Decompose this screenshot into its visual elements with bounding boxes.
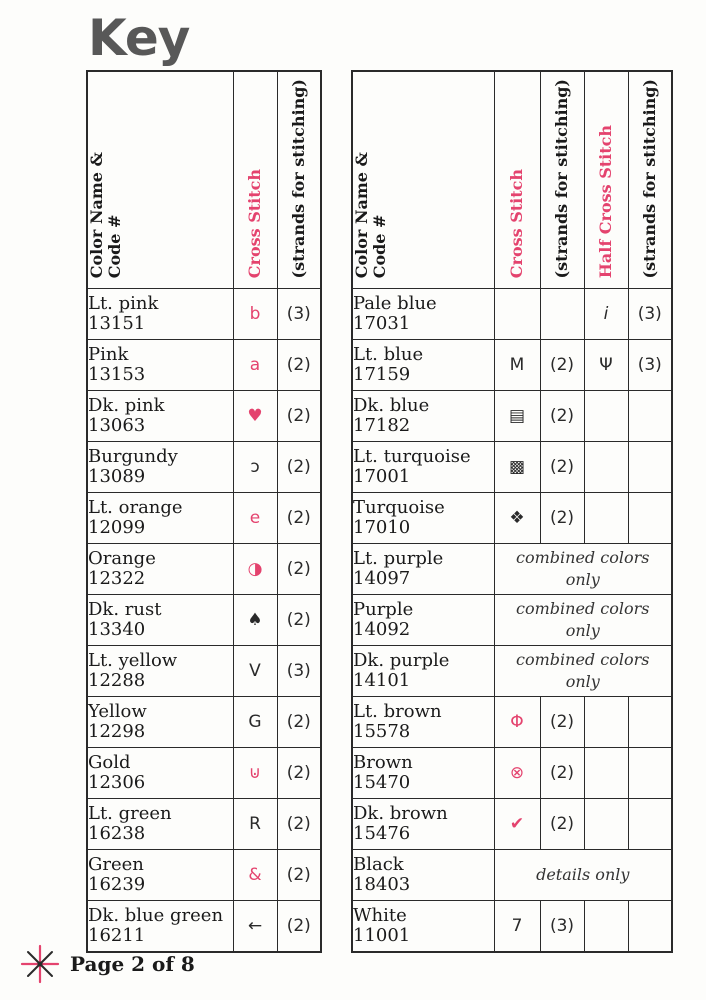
- color-code: 13089: [88, 466, 146, 487]
- color-name-cell: [87, 391, 233, 442]
- table-row: [352, 748, 672, 799]
- half-strand-count: [628, 493, 672, 544]
- table-row: [87, 595, 321, 646]
- stitch-symbol: ◑: [233, 544, 277, 595]
- table-row: [352, 646, 672, 697]
- table-row: [352, 340, 672, 391]
- color-name: Lt. purple: [353, 548, 444, 569]
- note-text: combined colors: [516, 548, 650, 567]
- color-code: 17031: [353, 313, 411, 334]
- cross-strand-count: (2): [540, 442, 584, 493]
- stitch-symbol: ♥: [233, 391, 277, 442]
- color-name-cell: [87, 340, 233, 391]
- color-name: Burgundy: [88, 446, 178, 467]
- half-cross-symbol: [584, 799, 628, 850]
- header-color-name: Color Name & Code #: [352, 71, 494, 289]
- half-strand-count: [628, 391, 672, 442]
- color-name: Purple: [353, 599, 414, 620]
- color-name-cell: [352, 697, 494, 748]
- header-color-name: Color Name & Code #: [87, 71, 233, 289]
- color-code: 12298: [88, 721, 146, 742]
- header-cross-stitch: Cross Stitch: [494, 71, 540, 289]
- strand-count: (2): [277, 391, 321, 442]
- table-row: [352, 595, 672, 646]
- stitch-symbol: V: [233, 646, 277, 697]
- color-name-cell: [352, 799, 494, 850]
- note-text: only: [565, 621, 600, 640]
- note-cell: [494, 544, 672, 595]
- note-text: combined colors: [516, 650, 650, 669]
- cross-stitch-symbol: ▤: [494, 391, 540, 442]
- table-row: [87, 646, 321, 697]
- cross-stitch-symbol: ❖: [494, 493, 540, 544]
- half-cross-symbol: [584, 697, 628, 748]
- color-code: 14097: [353, 568, 411, 589]
- color-name: Lt. turquoise: [353, 446, 471, 467]
- note-text: only: [565, 672, 600, 691]
- table-row: [87, 748, 321, 799]
- color-name: Dk. rust: [88, 599, 162, 620]
- color-code: 17182: [353, 415, 411, 436]
- note-text: details only: [536, 865, 630, 884]
- color-code: 16238: [88, 823, 146, 844]
- half-cross-symbol: i: [584, 289, 628, 340]
- table-row: [87, 289, 321, 340]
- color-code: 17010: [353, 517, 411, 538]
- color-name: Dk. purple: [353, 650, 450, 671]
- header-strands: (strands for stitching): [628, 71, 672, 289]
- cross-strand-count: (2): [540, 697, 584, 748]
- color-name-cell: [87, 799, 233, 850]
- half-cross-symbol: [584, 442, 628, 493]
- table-row: [352, 901, 672, 953]
- strand-count: (2): [277, 799, 321, 850]
- cross-stitch-symbol: M: [494, 340, 540, 391]
- page-title: Key: [88, 9, 190, 67]
- stitch-symbol: a: [233, 340, 277, 391]
- cross-strand-count: (2): [540, 340, 584, 391]
- table-row: [352, 289, 672, 340]
- stitch-symbol: b: [233, 289, 277, 340]
- strand-count: (2): [277, 850, 321, 901]
- table-row: [352, 391, 672, 442]
- table-row: [352, 850, 672, 901]
- note-text: combined colors: [516, 599, 650, 618]
- color-code: 12099: [88, 517, 146, 538]
- strand-count: (2): [277, 493, 321, 544]
- color-name-cell: [352, 850, 494, 901]
- color-name: Orange: [88, 548, 156, 569]
- cross-strand-count: (2): [540, 391, 584, 442]
- half-strand-count: [628, 901, 672, 953]
- stitch-symbol: ←: [233, 901, 277, 953]
- page-footer: [18, 944, 195, 984]
- color-code: 13063: [88, 415, 146, 436]
- color-name: Green: [88, 854, 144, 875]
- table-row: [87, 442, 321, 493]
- half-cross-symbol: Ψ: [584, 340, 628, 391]
- stitch-symbol: ♠: [233, 595, 277, 646]
- half-strand-count: (3): [628, 340, 672, 391]
- color-name-cell: [87, 544, 233, 595]
- table-row: [352, 544, 672, 595]
- color-code: 15476: [353, 823, 411, 844]
- color-name: Lt. pink: [88, 293, 159, 314]
- color-name-cell: [352, 748, 494, 799]
- strand-count: (3): [277, 289, 321, 340]
- stitch-symbol: ↄ: [233, 442, 277, 493]
- color-name: Lt. orange: [88, 497, 183, 518]
- strand-count: (2): [277, 748, 321, 799]
- color-name: Dk. brown: [353, 803, 448, 824]
- color-name-cell: [87, 748, 233, 799]
- cross-stitch-symbol: ✔: [494, 799, 540, 850]
- half-strand-count: [628, 442, 672, 493]
- color-name-cell: [352, 289, 494, 340]
- color-name: Gold: [88, 752, 131, 773]
- color-name-cell: [352, 646, 494, 697]
- note-cell: [494, 595, 672, 646]
- color-code: 13340: [88, 619, 146, 640]
- color-name-cell: [352, 340, 494, 391]
- table-row: [352, 493, 672, 544]
- color-code: 11001: [353, 925, 411, 946]
- half-strand-count: [628, 748, 672, 799]
- table-row: [87, 544, 321, 595]
- color-code: 17001: [353, 466, 411, 487]
- color-name: Turquoise: [353, 497, 445, 518]
- color-name: Dk. blue: [353, 395, 430, 416]
- color-code: 12322: [88, 568, 146, 589]
- table-row: [87, 340, 321, 391]
- strand-count: (2): [277, 595, 321, 646]
- header-half-cross-stitch: Half Cross Stitch: [584, 71, 628, 289]
- note-text: only: [565, 570, 600, 589]
- color-code: 15470: [353, 772, 411, 793]
- cross-strand-count: [540, 289, 584, 340]
- color-code: 17159: [353, 364, 411, 385]
- right-header-row: [352, 71, 672, 289]
- cross-strand-count: (2): [540, 493, 584, 544]
- half-cross-symbol: [584, 391, 628, 442]
- table-row: [87, 850, 321, 901]
- cross-strand-count: (2): [540, 748, 584, 799]
- color-name-cell: [352, 442, 494, 493]
- strand-count: (2): [277, 544, 321, 595]
- color-name-cell: [352, 595, 494, 646]
- half-strand-count: (3): [628, 289, 672, 340]
- color-code: 16211: [88, 925, 146, 946]
- stitch-symbol: e: [233, 493, 277, 544]
- color-name: Lt. brown: [353, 701, 442, 722]
- color-name: Lt. blue: [353, 344, 424, 365]
- table-row: [352, 442, 672, 493]
- header-cross-stitch: Cross Stitch: [233, 71, 277, 289]
- stitch-symbol: R: [233, 799, 277, 850]
- page-number: Page 2 of 8: [70, 952, 195, 976]
- strand-count: (2): [277, 901, 321, 953]
- color-name: Lt. yellow: [88, 650, 178, 671]
- strand-count: (2): [277, 442, 321, 493]
- right-key-table: [351, 70, 673, 953]
- color-code: 14092: [353, 619, 411, 640]
- cross-strand-count: (3): [540, 901, 584, 953]
- color-name-cell: [87, 646, 233, 697]
- cross-stitch-symbol: ▩: [494, 442, 540, 493]
- half-cross-symbol: [584, 748, 628, 799]
- color-code: 16239: [88, 874, 146, 895]
- color-name-cell: [352, 493, 494, 544]
- color-name-cell: [352, 544, 494, 595]
- cross-stitch-symbol: Φ: [494, 697, 540, 748]
- color-name: Black: [353, 854, 404, 875]
- strand-count: (2): [277, 340, 321, 391]
- color-name: Pale blue: [353, 293, 437, 314]
- note-cell: [494, 646, 672, 697]
- cross-strand-count: (2): [540, 799, 584, 850]
- color-name: Pink: [88, 344, 129, 365]
- color-code: 13151: [88, 313, 146, 334]
- cross-stitch-symbol: 7: [494, 901, 540, 953]
- table-row: [87, 391, 321, 442]
- color-code: 15578: [353, 721, 411, 742]
- color-name-cell: [352, 901, 494, 953]
- color-name: Brown: [353, 752, 413, 773]
- cross-stitch-symbol: ⊗: [494, 748, 540, 799]
- color-name-cell: [87, 493, 233, 544]
- color-name: Yellow: [88, 701, 147, 722]
- color-name: Lt. green: [88, 803, 172, 824]
- stitch-symbol: G: [233, 697, 277, 748]
- stitch-symbol: &: [233, 850, 277, 901]
- half-strand-count: [628, 799, 672, 850]
- color-name: Dk. blue green: [88, 905, 224, 926]
- color-code: 14101: [353, 670, 411, 691]
- strand-count: (2): [277, 697, 321, 748]
- color-name: Dk. pink: [88, 395, 165, 416]
- table-row: [352, 799, 672, 850]
- star-cross-icon: [18, 942, 62, 986]
- color-name: White: [353, 905, 407, 926]
- header-strands: (strands for stitching): [277, 71, 321, 289]
- strand-count: (3): [277, 646, 321, 697]
- header-strands: (strands for stitching): [540, 71, 584, 289]
- note-cell: [494, 850, 672, 901]
- color-code: 18403: [353, 874, 411, 895]
- left-key-table: [86, 70, 322, 953]
- half-cross-symbol: [584, 901, 628, 953]
- stitch-symbol: ⊍: [233, 748, 277, 799]
- half-strand-count: [628, 697, 672, 748]
- table-row: [87, 493, 321, 544]
- half-cross-symbol: [584, 493, 628, 544]
- table-row: [352, 697, 672, 748]
- color-name-cell: [87, 595, 233, 646]
- table-row: [87, 697, 321, 748]
- color-name-cell: [87, 850, 233, 901]
- color-code: 12306: [88, 772, 146, 793]
- color-name-cell: [87, 442, 233, 493]
- color-name-cell: [87, 697, 233, 748]
- color-name-cell: [352, 391, 494, 442]
- left-header-row: [87, 71, 321, 289]
- table-row: [87, 799, 321, 850]
- color-code: 12288: [88, 670, 146, 691]
- color-code: 13153: [88, 364, 146, 385]
- cross-stitch-symbol: [494, 289, 540, 340]
- color-name-cell: [87, 289, 233, 340]
